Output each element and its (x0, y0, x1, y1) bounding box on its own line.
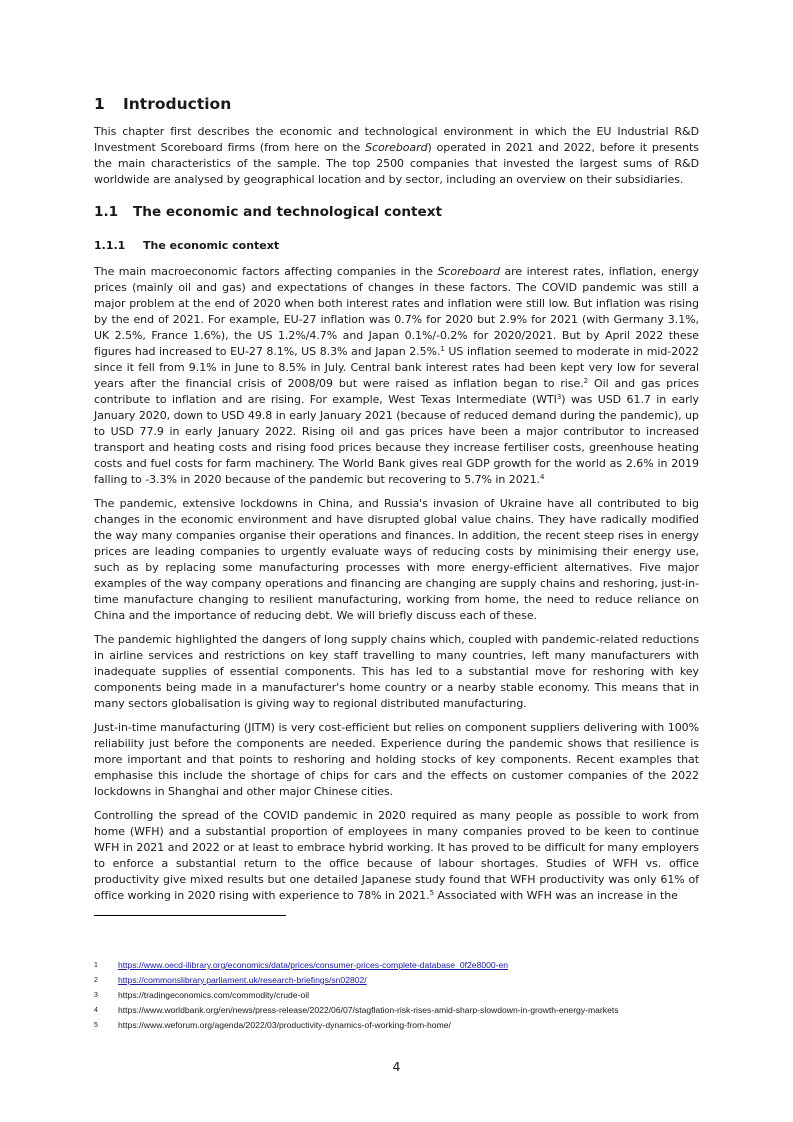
paragraph-supply-chains: The pandemic highlighted the dangers of long supply chains which, coupled with pandemic-related reductions in airline services and restrictions on key staff travelling to many countries, left many manufacturers with inadequate supplies of essential components. This has led to a substantial move for reshoring with key components being made in a manufacturer's home country or a nearby stable economy. This means that in many sectors globalisation is giving way to regional distributed manufacturing. (94, 633, 699, 710)
body-text (94, 264, 699, 912)
footnote-ref[interactable]: 3 (556, 393, 562, 401)
heading-title: The economic and technological context (133, 204, 443, 220)
heading-title: The economic context (143, 239, 280, 252)
section-heading-introduction (94, 95, 231, 113)
footnote-link[interactable]: https://commonslibrary.parliament.uk/research-briefings/sn02802/ (118, 975, 367, 985)
subsubsection-heading-economic (94, 239, 279, 252)
footnote-url: https://www.weforum.org/agenda/2022/03/productivity-dynamics-of-working-from-home/ (118, 1020, 451, 1030)
footnote-ref[interactable]: 4 (540, 473, 545, 481)
paragraph-wfh: Controlling the spread of the COVID pandemic in 2020 required as many people as possible to work from home (WFH) and a substantial proportion of employees in many companies proved to be keen to continue WFH in 2021 and 2022 or at least to embrace hybrid working. It has proved to be difficult for many employers to enforce a substantial return to the office because of labour shortages. Studies of WFH vs. office productivity give mixed results but one detailed Japanese study found that WFH productivity was only 61% of office working in 2020 rising with experience to 78% in 2021.$^5$ Associated with WFH was an increase in the (94, 809, 699, 902)
footnote: 4 https://www.worldbank.org/en/news/press-release/2022/06/07/stagflation-risk-rises-amid-sharp-slowdown-in-growth-energy-markets (94, 1003, 714, 1018)
footnote-ref[interactable]: 5 (429, 889, 434, 897)
footnote-link[interactable]: https://www.oecd-ilibrary.org/economics/data/prices/consumer-prices-complete-database_0f2e8000-en (118, 960, 509, 970)
footnote-separator (94, 915, 286, 916)
page-number: 4 (392, 1059, 401, 1074)
heading-number: 1.1 (94, 204, 119, 220)
footnote-url: https://www.worldbank.org/en/news/press-release/2022/06/07/stagflation-risk-rises-amid-sharp-slowdown-in-growth-energy-markets (118, 1005, 619, 1015)
footnotes (94, 958, 714, 1033)
heading-title: Introduction (123, 95, 232, 113)
footnote-ref[interactable]: 1 (440, 345, 445, 353)
heading-number: 1 (94, 95, 105, 113)
footnote-url: https://tradingeconomics.com/commodity/crude-oil (118, 990, 310, 1000)
footnote: 3 https://tradingeconomics.com/commodity/crude-oil (94, 988, 714, 1003)
footnote: 1 https://www.oecd-ilibrary.org/economics/data/prices/consumer-prices-complete-database_0f2e8000-en (94, 958, 714, 973)
footnote: 2 https://commonslibrary.parliament.uk/research-briefings/sn02802/ (94, 973, 714, 988)
paragraph-macro-factors: The main macroeconomic factors affecting companies in the Scoreboard are interest rates, inflation, energy prices (mainly oil and gas) and expectations of changes in these factors. The COVID pandemic was still a major problem at the end of 2020 when both interest rates and inflation were still low. But inflation was rising by the end of 2021. For example, EU-27 inflation was 0.7% for 2020 but 2.9% for 2021 (with Germany 3.1%, UK 2.5%, France 1.6%), the US 1.2%/4.7% and Japan 0.1%/-0.2% for 2020/2021. But by April 2022 these figures had increased to EU-27 8.1%, US 8.3% and Japan 2.5%.$^1$ US inflation seemed to moderate in mid-2022 since it fell from 9.1% in June to 8.5% in July. Central bank interest rates had been kept very low for several years after the financial crisis of 2008/09 but were raised as inflation began to rise.$^2$ Oil and gas prices contribute to inflation and are rising. For example, West Texas Intermediate (WTI$^3$) was USD 61.7 in early January 2020, down to USD 49.8 in early January 2021 (because of reduced demand during the pandemic), up to USD 77.9 in early January 2022. Rising oil and gas prices have been a major contributor to increased transport and heating costs and rising food prices because they increase fertiliser costs, greenhouse heating costs and fuel costs for farm machinery. The World Bank gives real GDP growth for the world as 2.6% in 2019 falling to -3.3% in 2020 because of the pandemic but recovering to 5.7% in 2021.$^4$ (94, 265, 700, 486)
paragraph-pandemic-changes: The pandemic, extensive lockdowns in China, and Russia's invasion of Ukraine have all contributed to big changes in the economic environment and have disrupted global value chains. They have radically modified the way many companies organise their operations and finances. In addition, the recent steep rises in energy prices are leading companies to urgently evaluate ways of reducing costs by minimising their energy use, such as by replacing some manufacturing processes with more energy-efficient alternatives. Five major examples of the way company operations and financing are changing are supply chains and reshoring, just-in-time manufacture changing to resilient manufacturing, working from home, the need to reduce reliance on China and the importance of reducing debt. We will briefly discuss each of these. (94, 497, 699, 622)
footnote-ref[interactable]: 2 (583, 377, 589, 385)
intro-paragraph: This chapter first describes the economic and technological environment in which the EU Industrial R&D Investment Scoreboard firms (from here on the Scoreboard) operated in 2021 and 2022, before it presents the main characteristics of the sample. The top 2500 companies that invested the largest sums of R&D worldwide are analysed by geographical location and by sector, including an overview on their subsidiaries. (94, 125, 699, 186)
heading-number: 1.1.1 (94, 239, 126, 252)
footnote: 5 https://www.weforum.org/agenda/2022/03/productivity-dynamics-of-working-from-home/ (94, 1018, 714, 1033)
subsection-heading-context (94, 204, 442, 220)
paragraph-jitm: Just-in-time manufacturing (JITM) is very cost-efficient but relies on component suppliers delivering with 100% reliability just before the components are needed. Experience during the pandemic shows that resilience is more important and that points to reshoring and holding stocks of key components. Recent examples that emphasise this include the shortage of chips for cars and the effects on customer companies of the 2022 lockdowns in Shanghai and other major Chinese cities. (94, 721, 699, 798)
